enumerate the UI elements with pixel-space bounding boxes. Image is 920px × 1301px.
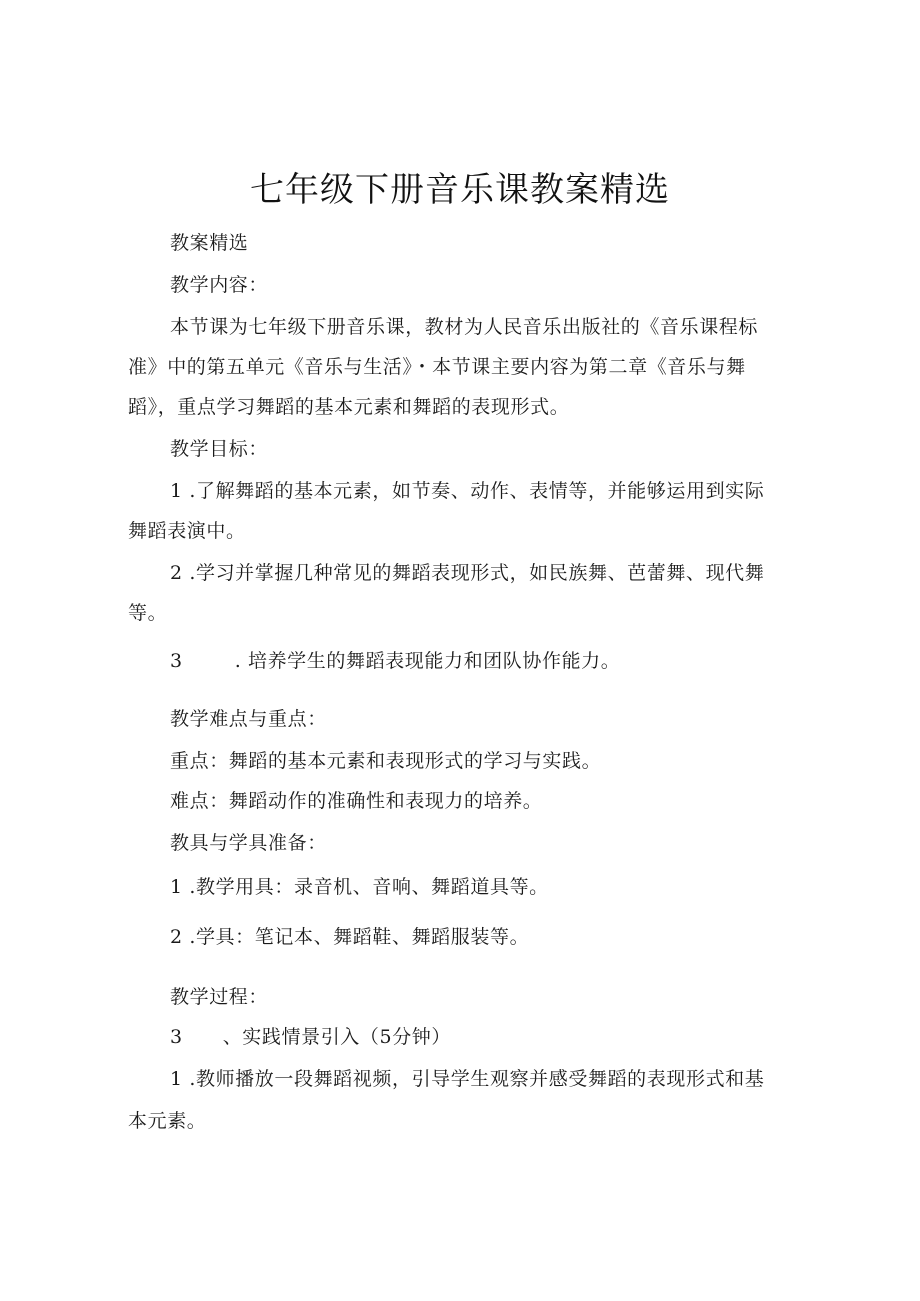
list-item-text: 、实践情景引入（5分钟）: [222, 1026, 451, 1048]
list-item: [170, 648, 620, 674]
paragraph-line: 重点：舞蹈的基本元素和表现形式的学习与实践。: [170, 750, 602, 772]
paragraph-line: 蹈》，重点学习舞蹈的基本元素和舞蹈的表现形式。: [128, 396, 570, 418]
section-heading-key-points: 教学难点与重点：: [170, 708, 327, 730]
section-heading-content: 教学内容：: [170, 274, 269, 296]
section-heading-process: 教学过程：: [170, 986, 269, 1008]
section-label-lesson-plan: 教案精选: [170, 232, 249, 254]
list-item: 1 .了解舞蹈的基本元素，如节奏、动作、表情等，并能够运用到实际: [170, 480, 765, 502]
list-item-number: 3: [170, 650, 183, 672]
list-item: 1 .教学用具：录音机、音响、舞蹈道具等。: [170, 876, 549, 898]
list-item-continuation: 等。: [128, 602, 168, 624]
list-item: 1 .教师播放一段舞蹈视频，引导学生观察并感受舞蹈的表现形式和基: [170, 1068, 765, 1090]
list-item: [170, 1024, 451, 1050]
list-item-continuation: 舞蹈表演中。: [128, 520, 246, 542]
list-item-text: . 培养学生的舞蹈表现能力和团队协作能力。: [234, 650, 621, 672]
list-item: 2 .学具：笔记本、舞蹈鞋、舞蹈服装等。: [170, 926, 530, 948]
list-item-number: 3: [170, 1026, 183, 1048]
list-item: 2 .学习并掌握几种常见的舞蹈表现形式，如民族舞、芭蕾舞、现代舞: [170, 562, 765, 584]
list-item-continuation: 本元素。: [128, 1110, 207, 1132]
paragraph-line: 本节课为七年级下册音乐课，教材为人民音乐出版社的《音乐课程标: [170, 316, 759, 338]
paragraph-line: 准》中的第五单元《音乐与生活》・本节课主要内容为第二章《音乐与舞: [128, 356, 746, 378]
section-heading-materials: 教具与学具准备：: [170, 832, 327, 854]
paragraph-line: 难点：舞蹈动作的准确性和表现力的培养。: [170, 790, 543, 812]
document-title: 七年级下册音乐课教案精选: [250, 170, 670, 210]
section-heading-objectives: 教学目标：: [170, 438, 269, 460]
